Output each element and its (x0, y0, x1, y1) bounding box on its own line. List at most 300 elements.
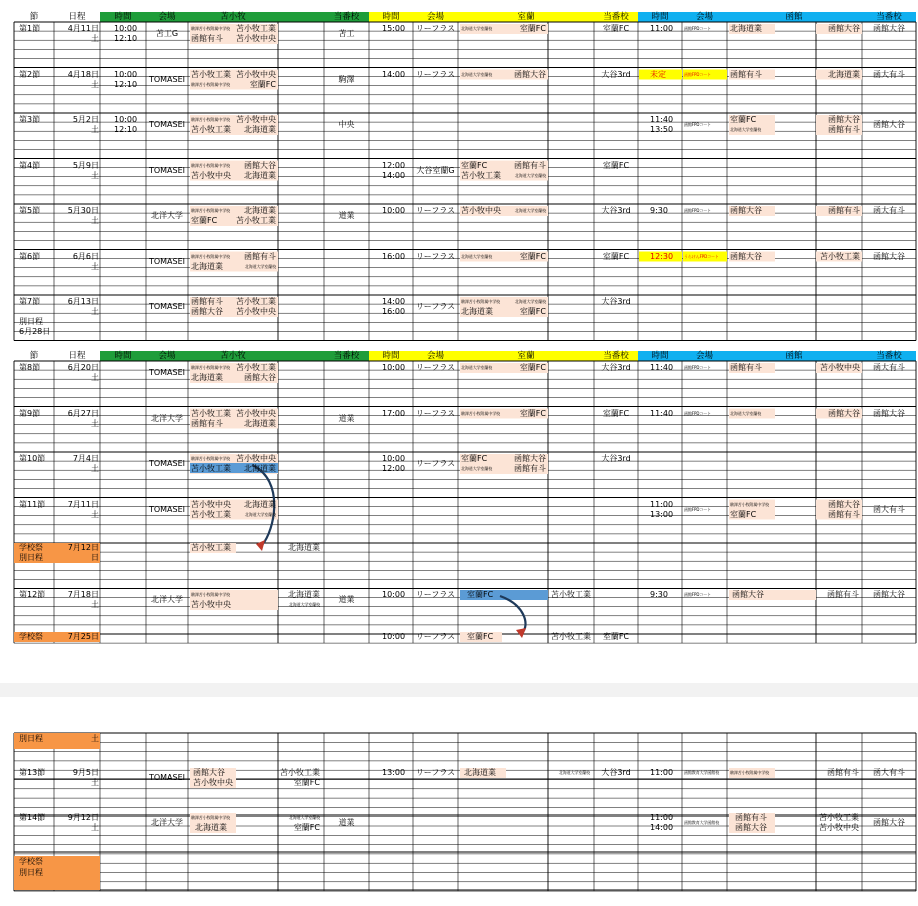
venue-name: リーフラス (415, 768, 456, 777)
team-name: 北海道大学室蘭校 (730, 410, 762, 416)
kickoff-time: 10:00 (382, 632, 406, 641)
team-name: 函館大谷 (191, 307, 223, 316)
toban-school: 函大有斗 (873, 69, 905, 79)
team-name: 北海道大学室蘭校 (461, 26, 493, 31)
team-name: 北海道大学室蘭校 (514, 172, 546, 178)
toban-school: 苫工 (338, 29, 355, 38)
header-setsu: 節 (29, 11, 39, 22)
page-break (0, 683, 918, 697)
match-date: 6月13日 (67, 297, 99, 306)
team-cell (770, 590, 816, 600)
team-name: 函館有斗 (827, 768, 859, 777)
team-name: 苫小牧工業 (191, 464, 231, 473)
toban-school: 駒澤 (338, 74, 355, 84)
header-venue: 会場 (695, 11, 714, 22)
setsu-label: 第12節 (19, 590, 46, 599)
match-date: 7月25日 (67, 632, 99, 641)
venue-name: リーフラス (415, 408, 456, 418)
fest-label: 学校祭 (19, 857, 43, 866)
match-date: 7月18日 (67, 590, 99, 599)
venue-name: 函館FPDコート (684, 26, 711, 31)
team-name: 函館有斗 (828, 125, 860, 134)
betsu-label: 別日程 (19, 317, 43, 326)
team-name: 函館有斗 (191, 297, 223, 306)
team-name: 苫小牧工業 (236, 297, 276, 306)
header-hakodate: 函館 (785, 350, 803, 361)
team-name: 苫小牧工業 (820, 251, 860, 261)
setsu-label: 第9節 (19, 408, 41, 418)
kickoff-time: 13:00 (650, 509, 674, 519)
match-date: 9月5日 (72, 768, 99, 777)
kickoff-time: 13:00 (382, 768, 406, 777)
kickoff-time: 10:00 (382, 206, 406, 215)
header-time: 時間 (382, 11, 400, 22)
team-name: 北海道業 (288, 590, 320, 599)
team-name: 北海道業 (461, 307, 493, 316)
header-muroran: 室蘭 (517, 350, 535, 361)
toban-school: 室蘭FC (602, 632, 630, 641)
header-tomakomai: 苫小牧 (220, 350, 246, 361)
header-time: 時間 (382, 350, 400, 361)
team-name: 苫小牧工業 (191, 509, 231, 519)
kickoff-time: 13:50 (650, 125, 674, 134)
setsu-label: 第1節 (19, 24, 41, 33)
match-day: 土 (91, 307, 99, 316)
kickoff-time: 15:00 (382, 24, 406, 33)
venue-name: TOMASEI (148, 368, 186, 377)
match-date: 9月12日 (67, 813, 99, 822)
kickoff-time: 11:40 (650, 363, 674, 372)
team-name: 北海道業 (244, 170, 276, 180)
toban-school: 大谷3rd (601, 454, 631, 463)
team-name: 駒澤苫小牧附属中学校 (191, 365, 230, 370)
betsu-label: 別日程 (19, 734, 43, 743)
team-name: 函館有斗 (828, 206, 860, 215)
team-name: 函館有斗 (191, 34, 223, 43)
header-toban: 当番校 (603, 11, 629, 22)
team-name: 駒澤苫小牧附属中学校 (461, 299, 500, 304)
team-name: 函館有斗 (244, 251, 276, 261)
venue-name: リーフラス (415, 251, 456, 261)
venue-name: リーフラス (415, 302, 456, 311)
kickoff-time: 10:00 (382, 590, 406, 599)
team-name: 駒澤苫小牧附属中学校 (191, 117, 230, 122)
team-name: 室蘭FC (461, 160, 488, 170)
kickoff-time: 11:40 (650, 408, 674, 418)
team-name: 北海道業 (730, 24, 762, 33)
team-name: 苫小牧工業 (236, 363, 276, 372)
team-name: 苫小牧工業 (551, 590, 591, 599)
header-toban: 当番校 (333, 11, 360, 22)
toban-school: 道業 (338, 818, 355, 827)
team-name: 苫小牧工業 (236, 24, 276, 33)
team-name: 駒澤苫小牧附属中学校 (191, 81, 230, 87)
team-name: 苫小牧中央 (191, 499, 231, 509)
kickoff-time: 11:00 (650, 24, 674, 33)
venue-name: TOMASEI (148, 773, 186, 782)
header-venue: 会場 (426, 11, 445, 22)
kickoff-time: 未定 (650, 69, 666, 79)
venue-name: 函館FPDコート (684, 122, 711, 127)
header-time: 時間 (651, 350, 669, 361)
venue-name: TOMASEI (148, 165, 186, 175)
venue-name: 函館FPDコート (684, 506, 711, 512)
team-name: 北海道大学室蘭校 (288, 602, 320, 607)
match-day: 土 (91, 823, 99, 832)
setsu-label: 第11節 (19, 499, 46, 509)
venue-name: リーフラス (415, 632, 456, 641)
match-day: 土 (91, 170, 99, 180)
fest-label: 別日程 (19, 868, 43, 877)
setsu-label: 第5節 (19, 206, 41, 215)
team-name: 苫小牧中央 (236, 454, 276, 463)
header-tomakomai-cell (188, 351, 324, 361)
team-name: 駒澤苫小牧附属中学校 (730, 501, 769, 507)
venue-name: TOMASEI (148, 120, 186, 129)
team-name: 苫小牧中央 (236, 34, 276, 43)
kickoff-time: 11:00 (650, 813, 674, 822)
team-name: 北海道大学室蘭校 (461, 365, 493, 370)
team-name: 函館大谷 (828, 499, 860, 509)
toban-school: 道業 (338, 413, 355, 423)
team-name: 函館大谷 (193, 768, 225, 777)
fest-label: 別日程 (19, 553, 43, 562)
kickoff-time: 14:00 (382, 170, 406, 180)
team-name: 苫小牧工業 (551, 632, 591, 641)
team-name: 函館大谷 (244, 373, 276, 382)
kickoff-time: 10:00 (382, 363, 406, 372)
team-name: 室蘭FC (730, 115, 757, 124)
toban-school: 函館大谷 (873, 251, 905, 261)
team-name: 北海道大学室蘭校 (730, 127, 762, 132)
header-venue: 会場 (158, 11, 176, 22)
venue-name: 函館FPDコート (684, 410, 711, 416)
venue-name: 北洋大学 (151, 413, 183, 423)
team-name: 北海道大学室蘭校 (461, 71, 493, 77)
team-name: 苫小牧工業 (191, 69, 231, 79)
venue-name: TOMASEI (148, 256, 186, 266)
team-name: 苫小牧工業 (191, 125, 231, 134)
team-name: 室蘭FC (461, 454, 488, 463)
header-toban: 当番校 (876, 11, 902, 22)
header-hakodate: 函館 (785, 11, 803, 22)
toban-school: 函館大谷 (873, 120, 905, 129)
kickoff-time: 11:40 (650, 115, 674, 124)
team-name: 室蘭FC (519, 363, 546, 372)
team-name: 北海道業 (191, 261, 223, 271)
venue-name: リーフラス (415, 459, 456, 468)
team-name: 苫小牧工業 (819, 813, 859, 822)
match-day: 日 (91, 553, 99, 562)
header-time: 時間 (114, 350, 132, 361)
match-day: 土 (91, 216, 99, 225)
team-name: 室蘭FC (293, 823, 320, 832)
team-name: 苫小牧中央 (820, 363, 860, 372)
team-name: 苫小牧中央 (236, 115, 276, 124)
toban-school: 室蘭FC (602, 160, 630, 170)
team-name: 苫小牧工業 (191, 408, 231, 418)
team-name: 苫小牧工業 (280, 768, 320, 777)
toban-school: 函大有斗 (873, 363, 905, 372)
kickoff-time: 14:00 (650, 823, 674, 832)
header-venue: 会場 (158, 350, 176, 361)
venue-name: 北洋大学 (151, 211, 183, 220)
team-name: 北海道業 (244, 206, 276, 215)
toban-school: 函館大谷 (873, 590, 905, 599)
team-name: 北海道業 (191, 373, 223, 382)
setsu-label: 第14節 (19, 813, 46, 822)
team-name: 北海道業 (244, 418, 276, 428)
venue-name: TOMASEI (148, 459, 186, 468)
team-name: 函館大谷 (828, 408, 860, 418)
venue-name: リーフラス (415, 24, 456, 33)
kickoff-time: 17:00 (382, 408, 406, 418)
toban-school: 函館大谷 (873, 818, 905, 827)
setsu-label: 第7節 (19, 297, 41, 306)
team-name: 駒澤苫小牧附属中学校 (730, 770, 769, 775)
kickoff-time: 11:00 (650, 499, 674, 509)
team-name: 苫小牧中央 (236, 307, 276, 316)
team-name: 室蘭FC (519, 307, 546, 316)
toban-school: 函大有斗 (873, 206, 905, 215)
team-name: 室蘭FC (293, 778, 320, 787)
toban-school: 函大有斗 (873, 768, 905, 777)
kickoff-time: 10:00 (382, 454, 406, 463)
fest-label: 学校祭 (19, 632, 43, 641)
match-day: 土 (91, 464, 99, 473)
header-time: 時間 (651, 11, 669, 22)
team-name: 苫小牧中央 (461, 206, 501, 215)
team-name: 函館大谷 (732, 590, 764, 599)
toban-school: 室蘭FC (602, 24, 630, 33)
venue-name: うらけんFPDコート (684, 253, 719, 259)
match-day: 土 (91, 79, 99, 89)
team-name: 函館大谷 (244, 160, 276, 170)
match-date: 7月11日 (67, 499, 99, 509)
venue-name: 北洋大学 (151, 818, 183, 827)
team-name: 北海道大学室蘭校 (461, 253, 493, 259)
venue-name: リーフラス (415, 206, 456, 215)
toban-school: 大谷3rd (601, 297, 631, 306)
team-cell (232, 600, 278, 610)
team-name: 函館有斗 (191, 418, 223, 428)
match-date: 6月20日 (67, 363, 99, 372)
match-day: 土 (91, 261, 99, 271)
team-name: 函館大谷 (828, 24, 860, 33)
match-day: 土 (91, 778, 99, 787)
team-name: 函館大谷 (735, 823, 767, 832)
toban-school: 室蘭FC (602, 251, 630, 261)
setsu-label: 第10節 (19, 454, 46, 463)
team-name: 函館大谷 (828, 115, 860, 124)
header-nittei: 日程 (68, 350, 86, 361)
match-date: 5月30日 (67, 206, 99, 215)
toban-school: 函館大谷 (873, 24, 905, 33)
toban-school: 道業 (338, 595, 355, 604)
team-name: 苫小牧中央 (236, 408, 276, 418)
team-name: 苫小牧工業 (191, 543, 231, 552)
venue-name: 苫工G (155, 29, 179, 38)
toban-school: 大谷3rd (601, 69, 631, 79)
match-date: 4月18日 (67, 69, 99, 79)
kickoff-time: 10:00 (114, 69, 138, 79)
move-arrow-icon (500, 596, 526, 633)
team-name: 函館有斗 (514, 160, 546, 170)
team-name: 北海道業 (195, 823, 227, 832)
team-name: 駒澤苫小牧附属中学校 (191, 592, 230, 597)
kickoff-time: 12:00 (382, 160, 406, 170)
header-setsu: 節 (29, 350, 39, 361)
venue-name: 函館教育大学函館校 (684, 820, 720, 825)
team-name: 北海道大学室蘭校 (514, 208, 546, 213)
team-name: 函館有斗 (828, 509, 860, 519)
setsu-label: 第3節 (19, 115, 41, 124)
kickoff-time: 16:00 (382, 251, 406, 261)
header-tomakomai-cell (188, 12, 324, 22)
team-name: 函館大谷 (730, 251, 762, 261)
venue-name: 大谷室蘭G (416, 165, 455, 175)
header-venue: 会場 (426, 350, 445, 361)
setsu-label: 第8節 (19, 363, 41, 372)
team-name: 苫小牧中央 (193, 778, 233, 787)
setsu-label: 第6節 (19, 251, 41, 261)
match-day: 土 (91, 125, 99, 134)
team-name: 室蘭FC (191, 216, 218, 225)
kickoff-time: 10:00 (114, 24, 138, 33)
header-muroran: 室蘭 (517, 11, 535, 22)
kickoff-time: 14:00 (382, 297, 406, 306)
fest-label: 学校祭 (19, 543, 43, 552)
team-name: 函館有斗 (514, 464, 546, 473)
venue-name: 函館FPDコート (684, 592, 711, 597)
match-day: 土 (91, 34, 99, 43)
venue-name: リーフラス (415, 363, 456, 372)
toban-school: 函大有斗 (873, 504, 905, 514)
venue-name: TOMASEI (148, 504, 186, 514)
toban-school: 大谷3rd (601, 363, 631, 372)
team-name: 苫小牧工業 (461, 170, 501, 180)
team-name: 駒澤苫小牧附属中学校 (191, 815, 230, 820)
toban-school: 大谷3rd (601, 206, 631, 215)
team-name: 北海道大学室蘭校 (288, 815, 320, 820)
team-name: 函館大谷 (514, 454, 546, 463)
team-name: 駒澤苫小牧附属中学校 (461, 410, 500, 416)
venue-name: 函館教育大学函館校 (684, 770, 720, 775)
match-day: 土 (91, 600, 99, 609)
header-toban: 当番校 (876, 350, 902, 361)
match-date: 6月27日 (67, 408, 99, 418)
venue-name: リーフラス (415, 69, 456, 79)
kickoff-time: 9:30 (650, 590, 668, 599)
header-venue: 会場 (695, 350, 714, 361)
venue-name: TOMASEI (148, 74, 186, 84)
match-day: 土 (91, 734, 99, 743)
moved-match-cell (502, 590, 548, 600)
team-name: 北海道大学室蘭校 (461, 466, 493, 471)
team-name: 北海道業 (288, 543, 320, 552)
team-name: 北海道業 (244, 499, 276, 509)
team-name: 室蘭FC (467, 590, 494, 599)
venue-name: リーフラス (415, 590, 456, 599)
match-day: 土 (91, 509, 99, 519)
team-name: 北海道大学室蘭校 (558, 770, 590, 775)
header-tomakomai: 苫小牧 (220, 11, 246, 22)
team-name: 函館有斗 (827, 590, 859, 599)
match-date: 5月2日 (72, 115, 99, 124)
team-name: 北海道業 (244, 125, 276, 134)
toban-school: 大谷3rd (601, 768, 631, 777)
arrow-head-icon (516, 628, 526, 638)
venue-name: 北洋大学 (151, 595, 183, 604)
toban-school: 中央 (338, 120, 355, 129)
match-date: 7月12日 (67, 543, 99, 552)
team-cell (232, 590, 278, 600)
kickoff-time: 14:00 (382, 69, 406, 79)
match-date: 7月4日 (72, 454, 99, 463)
setsu-label: 第2節 (19, 69, 41, 79)
team-name: 函館大谷 (730, 206, 762, 215)
team-name: 駒澤苫小牧附属中学校 (191, 26, 230, 31)
kickoff-time: 9:30 (650, 206, 668, 215)
team-name: 苫小牧中央 (236, 69, 276, 79)
betsu-date: 6月28日 (19, 327, 51, 336)
team-name: 駒澤苫小牧附属中学校 (191, 162, 230, 168)
team-name: 北海道業 (464, 768, 496, 777)
team-name: 室蘭FC (519, 408, 546, 418)
team-name: 北海道業 (244, 464, 276, 473)
match-day: 土 (91, 373, 99, 382)
team-name: 苫小牧中央 (191, 170, 231, 180)
team-name: 室蘭FC (249, 79, 276, 89)
team-name: 室蘭FC (467, 632, 494, 641)
toban-school: 室蘭FC (602, 408, 630, 418)
team-name: 函館有斗 (730, 363, 762, 372)
kickoff-time: 10:00 (114, 115, 138, 124)
kickoff-time: 12:00 (382, 464, 406, 473)
team-name: 函館有斗 (730, 69, 762, 79)
kickoff-time: 12:10 (114, 34, 138, 43)
team-name: 室蘭FC (730, 509, 757, 519)
header-toban: 当番校 (333, 350, 360, 361)
kickoff-time: 12:10 (114, 125, 138, 134)
venue-name: 函館FPDコート (684, 365, 711, 370)
toban-school: 函館大谷 (873, 408, 905, 418)
match-date: 5月9日 (72, 160, 99, 170)
team-name: 室蘭FC (519, 24, 546, 33)
team-name: 駒澤苫小牧附属中学校 (191, 456, 230, 461)
header-nittei: 日程 (68, 11, 86, 22)
team-name: 駒澤苫小牧附属中学校 (191, 253, 230, 259)
match-date: 6月6日 (72, 251, 99, 261)
team-name: 北海道大学室蘭校 (244, 263, 276, 269)
team-name: 北海道大学室蘭校 (514, 299, 546, 304)
kickoff-time: 16:00 (382, 307, 406, 316)
team-name: 苫小牧中央 (819, 823, 859, 832)
kickoff-time: 12:30 (650, 251, 674, 261)
venue-name: 函館FPDコート (684, 208, 711, 213)
venue-name: 函館FPDコート (684, 71, 711, 77)
match-date: 4月11日 (67, 24, 99, 33)
team-name: 駒澤苫小牧附属中学校 (191, 208, 230, 213)
team-name: 北海道業 (828, 69, 860, 79)
header-time: 時間 (114, 11, 132, 22)
team-name: 北海道大学室蘭校 (244, 511, 276, 517)
team-name: 室蘭FC (519, 251, 546, 261)
team-name: 苫小牧中央 (191, 600, 231, 609)
team-name: 函館有斗 (735, 813, 767, 822)
arrow-head-icon (256, 540, 265, 551)
kickoff-time: 11:00 (650, 768, 674, 777)
